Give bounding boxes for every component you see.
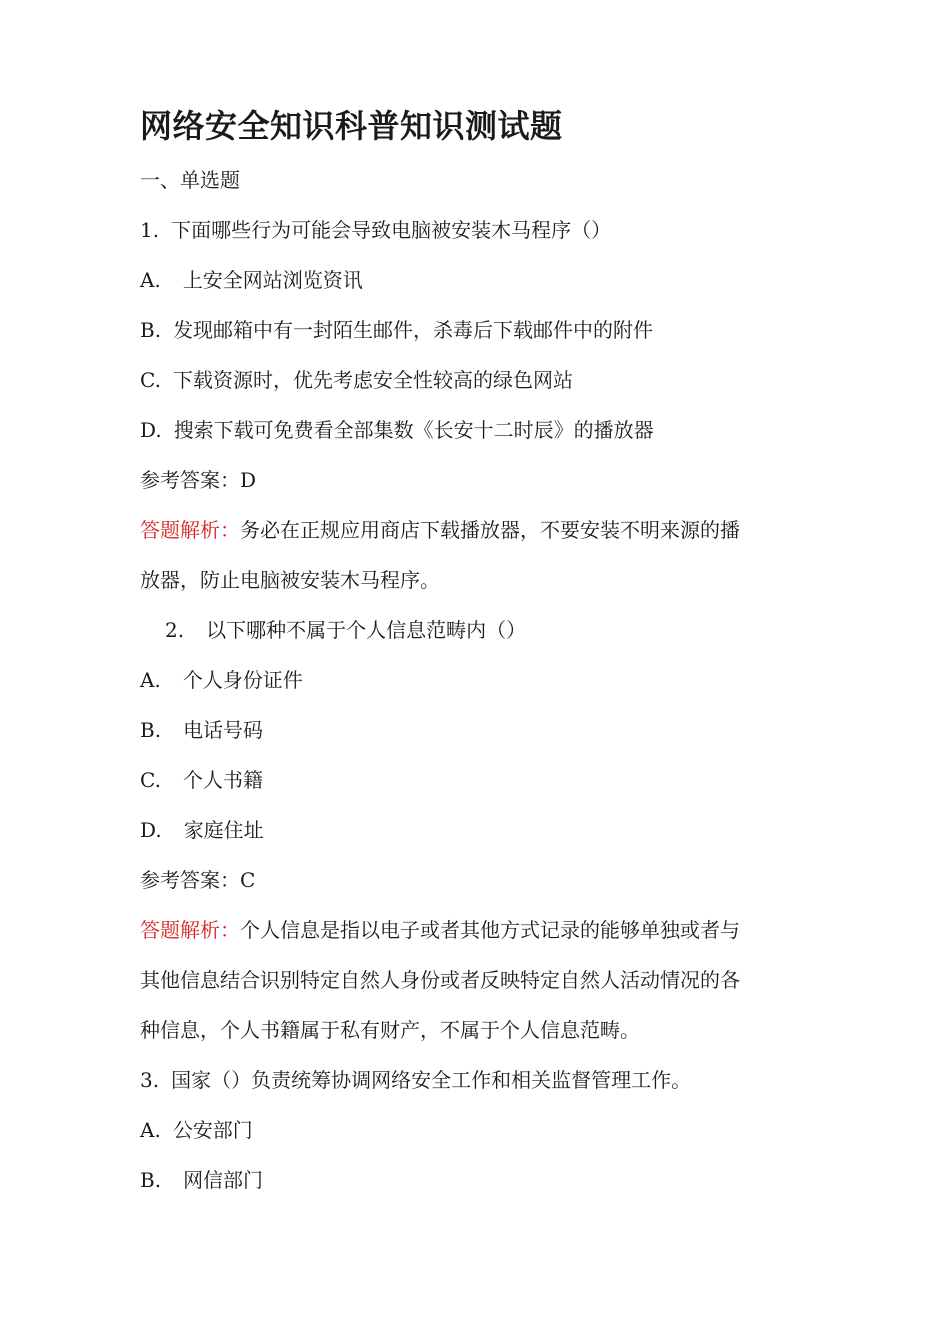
question-2-option-b xyxy=(140,716,263,744)
option-letter: A. xyxy=(140,1118,161,1142)
option-text: 网信部门 xyxy=(183,1168,264,1192)
analysis-text: 务必在正规应用商店下载播放器，不要安装不明来源的播 xyxy=(240,518,740,542)
question-number: 2. xyxy=(165,618,185,642)
option-letter: D. xyxy=(140,418,162,442)
option-text: 公安部门 xyxy=(172,1118,253,1142)
page-title: 网络安全知识科普知识测试题 xyxy=(140,107,563,145)
option-text: 个人书籍 xyxy=(182,768,263,792)
question-3-option-b xyxy=(140,1166,263,1194)
question-text: 以下哪种不属于个人信息范畴内（） xyxy=(206,618,527,642)
option-letter: C. xyxy=(140,768,161,792)
option-text: 搜索下载可免费看全部集数《长安十二时辰》的播放器 xyxy=(173,418,654,442)
option-letter: B. xyxy=(140,1168,162,1192)
option-letter: B. xyxy=(140,318,162,342)
option-text: 电话号码 xyxy=(183,718,264,742)
question-2-stem xyxy=(165,616,526,644)
question-text: 下面哪些行为可能会导致电脑被安装木马程序（） xyxy=(171,218,612,242)
option-letter: B. xyxy=(140,718,162,742)
analysis-label: 答题解析： xyxy=(140,518,240,542)
question-2-option-d xyxy=(140,816,264,844)
option-text: 下载资源时，优先考虑安全性较高的绿色网站 xyxy=(172,368,573,392)
question-1-option-c xyxy=(140,366,573,394)
question-number: 1. xyxy=(140,218,160,242)
option-text: 发现邮箱中有一封陌生邮件，杀毒后下载邮件中的附件 xyxy=(173,318,654,342)
question-1-stem xyxy=(140,216,611,244)
question-2-analysis xyxy=(140,916,740,944)
option-text: 上安全网站浏览资讯 xyxy=(182,268,363,292)
question-1-analysis xyxy=(140,516,740,544)
section-heading: 一、单选题 xyxy=(140,168,240,192)
question-2-analysis-continued: 其他信息结合识别特定自然人身份或者反映特定自然人活动情况的各 xyxy=(140,968,740,992)
option-letter: A. xyxy=(140,268,161,292)
option-letter: C. xyxy=(140,368,161,392)
question-2-answer: 参考答案：C xyxy=(140,868,256,892)
option-text: 个人身份证件 xyxy=(182,668,303,692)
question-3-stem xyxy=(140,1066,691,1094)
question-2-analysis-continued: 种信息，个人书籍属于私有财产，不属于个人信息范畴。 xyxy=(140,1018,640,1042)
question-1-analysis-continued: 放器，防止电脑被安装木马程序。 xyxy=(140,568,440,592)
question-2-option-c xyxy=(140,766,263,794)
option-letter: A. xyxy=(140,668,161,692)
question-1-option-a xyxy=(140,266,363,294)
question-1-answer: 参考答案：D xyxy=(140,468,257,492)
question-number: 3. xyxy=(140,1068,160,1092)
analysis-text: 个人信息是指以电子或者其他方式记录的能够单独或者与 xyxy=(240,918,740,942)
question-text: 国家（）负责统筹协调网络安全工作和相关监督管理工作。 xyxy=(171,1068,692,1092)
question-3-option-a xyxy=(140,1116,253,1144)
option-letter: D. xyxy=(140,818,162,842)
analysis-label: 答题解析： xyxy=(140,918,240,942)
option-text: 家庭住址 xyxy=(183,818,264,842)
question-2-option-a xyxy=(140,666,303,694)
question-1-option-b xyxy=(140,316,653,344)
question-1-option-d xyxy=(140,416,654,444)
